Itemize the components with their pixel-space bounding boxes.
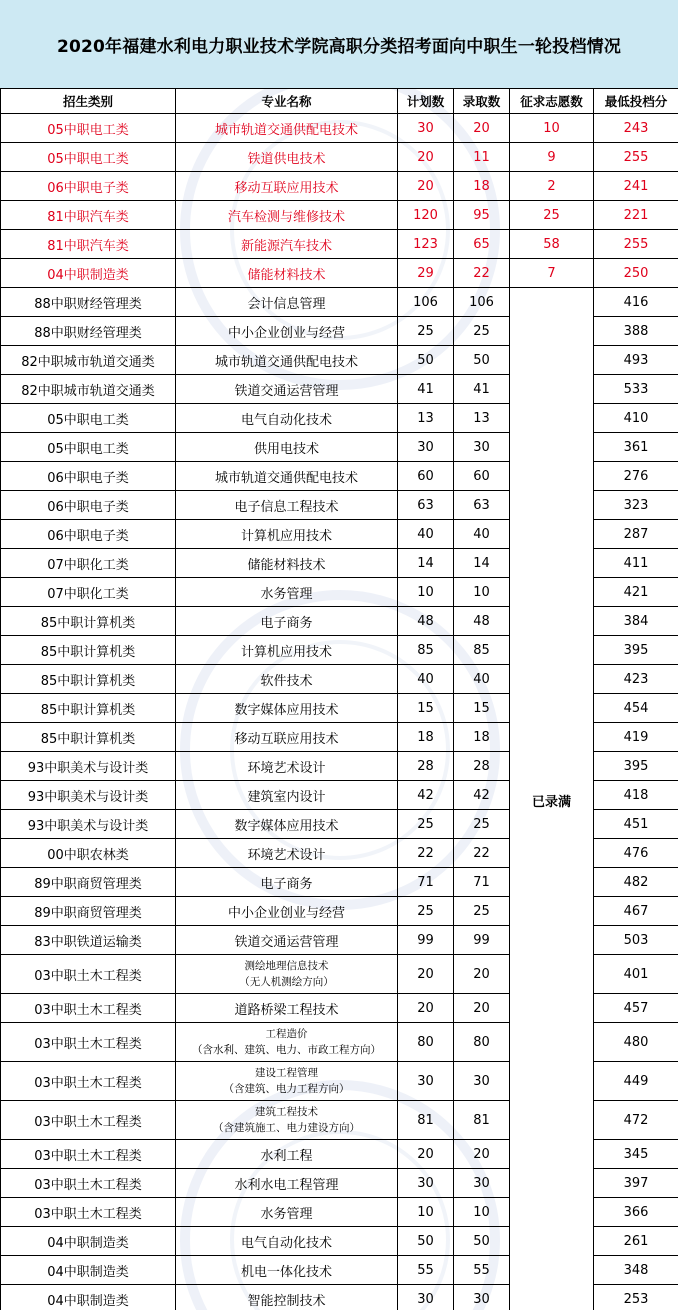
- plan-cell: 15: [398, 694, 454, 723]
- admitted-cell: 20: [454, 114, 510, 143]
- solicit-cell: 58: [510, 230, 594, 259]
- category-cell: 07中职化工类: [1, 549, 176, 578]
- admitted-cell: 10: [454, 578, 510, 607]
- plan-cell: 123: [398, 230, 454, 259]
- category-cell: 05中职电工类: [1, 114, 176, 143]
- category-cell: 85中职计算机类: [1, 665, 176, 694]
- plan-cell: 22: [398, 839, 454, 868]
- min-score-cell: 401: [594, 955, 678, 994]
- major-cell: 储能材料技术: [176, 259, 398, 288]
- admitted-cell: 80: [454, 1023, 510, 1062]
- plan-cell: 50: [398, 346, 454, 375]
- major-cell: [176, 1062, 398, 1101]
- min-score-cell: 395: [594, 752, 678, 781]
- min-score-cell: 533: [594, 375, 678, 404]
- admitted-cell: 40: [454, 520, 510, 549]
- filled-status-cell: 已录满: [510, 288, 594, 1310]
- category-cell: 04中职制造类: [1, 259, 176, 288]
- plan-cell: 20: [398, 172, 454, 201]
- category-cell: 05中职电工类: [1, 404, 176, 433]
- category-cell: 06中职电子类: [1, 462, 176, 491]
- major-cell: 城市轨道交通供配电技术: [176, 462, 398, 491]
- major-cell: 建筑室内设计: [176, 781, 398, 810]
- category-cell: 03中职土木工程类: [1, 1169, 176, 1198]
- plan-cell: 60: [398, 462, 454, 491]
- plan-cell: 18: [398, 723, 454, 752]
- plan-cell: 30: [398, 1285, 454, 1310]
- min-score-cell: 421: [594, 578, 678, 607]
- major-cell: 新能源汽车技术: [176, 230, 398, 259]
- admitted-cell: 20: [454, 955, 510, 994]
- table-row-open: [1, 172, 678, 201]
- category-cell: 03中职土木工程类: [1, 1198, 176, 1227]
- major-cell: 环境艺术设计: [176, 839, 398, 868]
- admitted-cell: 48: [454, 607, 510, 636]
- min-score-cell: 423: [594, 665, 678, 694]
- table-row-open: [1, 259, 678, 288]
- min-score-cell: 418: [594, 781, 678, 810]
- major-cell: 水务管理: [176, 578, 398, 607]
- admitted-cell: 25: [454, 897, 510, 926]
- min-score-cell: 449: [594, 1062, 678, 1101]
- admitted-cell: 25: [454, 810, 510, 839]
- admitted-cell: 30: [454, 1062, 510, 1101]
- min-score-cell: 416: [594, 288, 678, 317]
- admitted-cell: 20: [454, 1140, 510, 1169]
- solicit-cell: 7: [510, 259, 594, 288]
- plan-cell: 80: [398, 1023, 454, 1062]
- category-cell: 85中职计算机类: [1, 723, 176, 752]
- admitted-cell: 25: [454, 317, 510, 346]
- plan-cell: 29: [398, 259, 454, 288]
- major-cell: 移动互联应用技术: [176, 172, 398, 201]
- major-cell: 铁道供电技术: [176, 143, 398, 172]
- plan-cell: 25: [398, 317, 454, 346]
- min-score-cell: 345: [594, 1140, 678, 1169]
- min-score-cell: 221: [594, 201, 678, 230]
- min-score-cell: 454: [594, 694, 678, 723]
- min-score-cell: 255: [594, 143, 678, 172]
- admitted-cell: 28: [454, 752, 510, 781]
- admitted-cell: 30: [454, 433, 510, 462]
- major-cell: 环境艺术设计: [176, 752, 398, 781]
- category-cell: 05中职电工类: [1, 433, 176, 462]
- major-cell: 移动互联应用技术: [176, 723, 398, 752]
- plan-cell: 30: [398, 114, 454, 143]
- admitted-cell: 42: [454, 781, 510, 810]
- admitted-cell: 14: [454, 549, 510, 578]
- plan-cell: 50: [398, 1227, 454, 1256]
- table-row-filled: [1, 288, 678, 317]
- category-cell: 03中职土木工程类: [1, 1140, 176, 1169]
- admitted-cell: 41: [454, 375, 510, 404]
- category-cell: 03中职土木工程类: [1, 1062, 176, 1101]
- category-cell: 05中职电工类: [1, 143, 176, 172]
- min-score-cell: 287: [594, 520, 678, 549]
- category-cell: 04中职制造类: [1, 1256, 176, 1285]
- admitted-cell: 71: [454, 868, 510, 897]
- admitted-cell: 10: [454, 1198, 510, 1227]
- solicit-cell: 25: [510, 201, 594, 230]
- plan-cell: 40: [398, 520, 454, 549]
- table-row-open: [1, 143, 678, 172]
- plan-cell: 30: [398, 1062, 454, 1101]
- admitted-cell: 85: [454, 636, 510, 665]
- major-cell: 水务管理: [176, 1198, 398, 1227]
- column-header-category: 招生类别: [1, 89, 176, 114]
- min-score-cell: 323: [594, 491, 678, 520]
- major-name-line: 建设工程管理: [255, 1067, 318, 1079]
- plan-cell: 42: [398, 781, 454, 810]
- admitted-cell: 65: [454, 230, 510, 259]
- table-row-open: [1, 114, 678, 143]
- major-cell: 铁道交通运营管理: [176, 926, 398, 955]
- plan-cell: 20: [398, 955, 454, 994]
- major-cell: 数字媒体应用技术: [176, 810, 398, 839]
- min-score-cell: 457: [594, 994, 678, 1023]
- admitted-cell: 40: [454, 665, 510, 694]
- min-score-cell: 410: [594, 404, 678, 433]
- major-cell: 水利工程: [176, 1140, 398, 1169]
- solicit-cell: 2: [510, 172, 594, 201]
- plan-cell: 25: [398, 897, 454, 926]
- major-cell: [176, 955, 398, 994]
- category-cell: 06中职电子类: [1, 172, 176, 201]
- plan-cell: 41: [398, 375, 454, 404]
- category-cell: 06中职电子类: [1, 491, 176, 520]
- min-score-cell: 243: [594, 114, 678, 143]
- admitted-cell: 50: [454, 346, 510, 375]
- plan-cell: 40: [398, 665, 454, 694]
- major-cell: 汽车检测与维修技术: [176, 201, 398, 230]
- category-cell: 93中职美术与设计类: [1, 752, 176, 781]
- admitted-cell: 18: [454, 723, 510, 752]
- min-score-cell: 366: [594, 1198, 678, 1227]
- min-score-cell: 250: [594, 259, 678, 288]
- admitted-cell: 95: [454, 201, 510, 230]
- category-cell: 04中职制造类: [1, 1285, 176, 1310]
- category-cell: 82中职城市轨道交通类: [1, 375, 176, 404]
- category-cell: 03中职土木工程类: [1, 1023, 176, 1062]
- category-cell: 93中职美术与设计类: [1, 810, 176, 839]
- min-score-cell: 472: [594, 1101, 678, 1140]
- min-score-cell: 482: [594, 868, 678, 897]
- major-cell: 储能材料技术: [176, 549, 398, 578]
- major-direction-line: （含水利、建筑、电力、市政工程方向）: [192, 1044, 381, 1056]
- min-score-cell: 361: [594, 433, 678, 462]
- plan-cell: 30: [398, 433, 454, 462]
- major-cell: 水利水电工程管理: [176, 1169, 398, 1198]
- admitted-cell: 22: [454, 839, 510, 868]
- admitted-cell: 99: [454, 926, 510, 955]
- plan-cell: 10: [398, 578, 454, 607]
- category-cell: 04中职制造类: [1, 1227, 176, 1256]
- table-body: [1, 114, 678, 1310]
- column-header-solicit: 征求志愿数: [510, 89, 594, 114]
- major-cell: 智能控制技术: [176, 1285, 398, 1310]
- category-cell: 03中职土木工程类: [1, 994, 176, 1023]
- major-direction-line: （含建筑施工、电力建设方向）: [213, 1122, 360, 1134]
- category-cell: 81中职汽车类: [1, 230, 176, 259]
- column-header-admitted: 录取数: [454, 89, 510, 114]
- plan-cell: 14: [398, 549, 454, 578]
- category-cell: 03中职土木工程类: [1, 955, 176, 994]
- plan-cell: 63: [398, 491, 454, 520]
- min-score-cell: 480: [594, 1023, 678, 1062]
- admitted-cell: 22: [454, 259, 510, 288]
- major-cell: 计算机应用技术: [176, 636, 398, 665]
- plan-cell: 28: [398, 752, 454, 781]
- category-cell: 82中职城市轨道交通类: [1, 346, 176, 375]
- admitted-cell: 15: [454, 694, 510, 723]
- category-cell: 88中职财经管理类: [1, 288, 176, 317]
- category-cell: 88中职财经管理类: [1, 317, 176, 346]
- major-cell: 软件技术: [176, 665, 398, 694]
- category-cell: 89中职商贸管理类: [1, 897, 176, 926]
- major-cell: 电子商务: [176, 607, 398, 636]
- plan-cell: 55: [398, 1256, 454, 1285]
- admitted-cell: 18: [454, 172, 510, 201]
- major-direction-line: （含建筑、电力工程方向）: [223, 1083, 350, 1095]
- major-cell: 计算机应用技术: [176, 520, 398, 549]
- admitted-cell: 30: [454, 1285, 510, 1310]
- major-cell: 数字媒体应用技术: [176, 694, 398, 723]
- major-cell: 电子商务: [176, 868, 398, 897]
- admitted-cell: 106: [454, 288, 510, 317]
- major-cell: 电子信息工程技术: [176, 491, 398, 520]
- admitted-cell: 63: [454, 491, 510, 520]
- admitted-cell: 55: [454, 1256, 510, 1285]
- major-name-line: 工程造价: [265, 1028, 308, 1040]
- plan-cell: 13: [398, 404, 454, 433]
- min-score-cell: 348: [594, 1256, 678, 1285]
- category-cell: 83中职铁道运输类: [1, 926, 176, 955]
- category-cell: 89中职商贸管理类: [1, 868, 176, 897]
- table-row-open: [1, 201, 678, 230]
- min-score-cell: 419: [594, 723, 678, 752]
- min-score-cell: 384: [594, 607, 678, 636]
- plan-cell: 81: [398, 1101, 454, 1140]
- min-score-cell: 276: [594, 462, 678, 491]
- major-cell: 会计信息管理: [176, 288, 398, 317]
- plan-cell: 10: [398, 1198, 454, 1227]
- admitted-cell: 50: [454, 1227, 510, 1256]
- major-cell: 城市轨道交通供配电技术: [176, 346, 398, 375]
- column-header-major: 专业名称: [176, 89, 398, 114]
- major-cell: 中小企业创业与经营: [176, 897, 398, 926]
- min-score-cell: 411: [594, 549, 678, 578]
- page-title: 2020年福建水利电力职业技术学院高职分类招考面向中职生一轮投档情况: [0, 0, 678, 89]
- plan-cell: 20: [398, 1140, 454, 1169]
- min-score-cell: 476: [594, 839, 678, 868]
- plan-cell: 99: [398, 926, 454, 955]
- category-cell: 06中职电子类: [1, 520, 176, 549]
- category-cell: 00中职农林类: [1, 839, 176, 868]
- major-name-line: 测绘地理信息技术: [244, 960, 329, 972]
- plan-cell: 106: [398, 288, 454, 317]
- min-score-cell: 503: [594, 926, 678, 955]
- min-score-cell: 467: [594, 897, 678, 926]
- admission-table: [0, 88, 678, 1310]
- min-score-cell: 241: [594, 172, 678, 201]
- major-cell: 机电一体化技术: [176, 1256, 398, 1285]
- min-score-cell: 253: [594, 1285, 678, 1310]
- min-score-cell: 395: [594, 636, 678, 665]
- table-row-open: [1, 230, 678, 259]
- admitted-cell: 81: [454, 1101, 510, 1140]
- major-direction-line: （无人机测绘方向）: [239, 976, 334, 988]
- plan-cell: 25: [398, 810, 454, 839]
- category-cell: 03中职土木工程类: [1, 1101, 176, 1140]
- plan-cell: 85: [398, 636, 454, 665]
- category-cell: 85中职计算机类: [1, 607, 176, 636]
- plan-cell: 71: [398, 868, 454, 897]
- major-name-line: 建筑工程技术: [255, 1106, 318, 1118]
- major-cell: 铁道交通运营管理: [176, 375, 398, 404]
- category-cell: 85中职计算机类: [1, 636, 176, 665]
- plan-cell: 48: [398, 607, 454, 636]
- min-score-cell: 397: [594, 1169, 678, 1198]
- major-cell: 供用电技术: [176, 433, 398, 462]
- admitted-cell: 20: [454, 994, 510, 1023]
- admitted-cell: 11: [454, 143, 510, 172]
- solicit-cell: 9: [510, 143, 594, 172]
- admitted-cell: 60: [454, 462, 510, 491]
- min-score-cell: 255: [594, 230, 678, 259]
- min-score-cell: 388: [594, 317, 678, 346]
- major-cell: 中小企业创业与经营: [176, 317, 398, 346]
- major-cell: 道路桥梁工程技术: [176, 994, 398, 1023]
- plan-cell: 20: [398, 143, 454, 172]
- major-cell: 电气自动化技术: [176, 404, 398, 433]
- min-score-cell: 261: [594, 1227, 678, 1256]
- major-cell: [176, 1101, 398, 1140]
- admitted-cell: 13: [454, 404, 510, 433]
- min-score-cell: 451: [594, 810, 678, 839]
- plan-cell: 120: [398, 201, 454, 230]
- category-cell: 93中职美术与设计类: [1, 781, 176, 810]
- solicit-cell: 10: [510, 114, 594, 143]
- category-cell: 07中职化工类: [1, 578, 176, 607]
- major-cell: 城市轨道交通供配电技术: [176, 114, 398, 143]
- column-header-min-score: 最低投档分: [594, 89, 678, 114]
- min-score-cell: 493: [594, 346, 678, 375]
- admitted-cell: 30: [454, 1169, 510, 1198]
- plan-cell: 30: [398, 1169, 454, 1198]
- major-cell: 电气自动化技术: [176, 1227, 398, 1256]
- plan-cell: 20: [398, 994, 454, 1023]
- category-cell: 85中职计算机类: [1, 694, 176, 723]
- header-row: [1, 89, 678, 114]
- category-cell: 81中职汽车类: [1, 201, 176, 230]
- column-header-plan: 计划数: [398, 89, 454, 114]
- major-cell: [176, 1023, 398, 1062]
